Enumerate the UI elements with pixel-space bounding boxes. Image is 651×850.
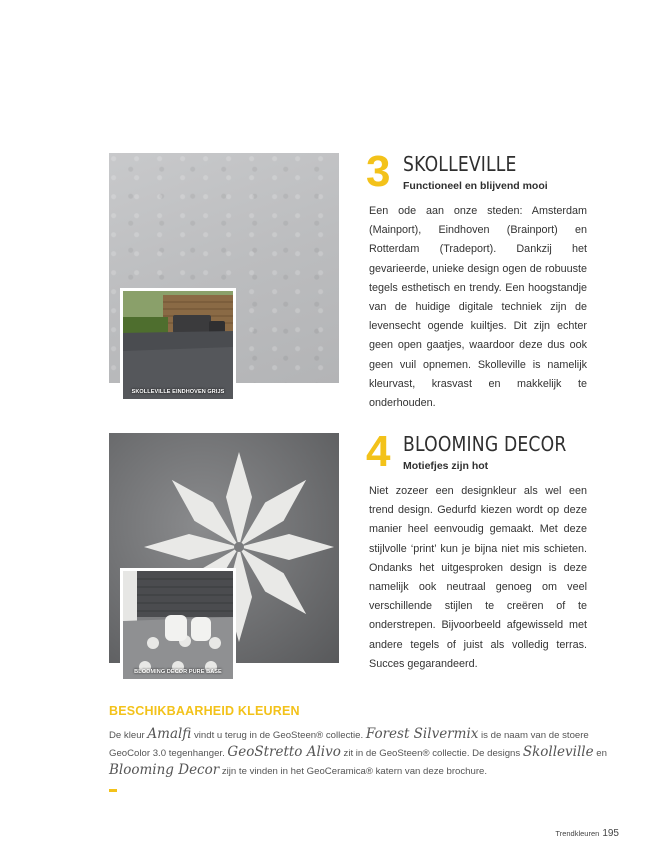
- skolleville-garden-photo: [120, 288, 236, 402]
- availability-text: [109, 726, 609, 780]
- availability-text-part: en: [593, 748, 607, 759]
- availability-text-part: zit in de GeoSteen® collectie. De designs: [340, 748, 523, 759]
- section-body-skolleville: Een ode aan onze steden: Amsterdam (Mainport), Eindhoven (Brainport) en Rotterdam (Tradeport). Dankzij het gevarieerde, unieke design ogen de robuuste tegels esthetisch en trendy. Een hoogstandje van de huidige digitale techniek zijn de levensecht ogende kuiltjes. Dit zijn echter geen open gaatjes, waardoor deze dus ook geen vuil opnemen. Skolleville is namelijk kleurvast, krasvast en makkelijk te onderhouden.: [369, 205, 587, 410]
- section-title-skolleville: SKOLLEVILLE: [403, 152, 517, 176]
- section-subtitle-skolleville: Functioneel en blijvend mooi: [403, 180, 548, 192]
- design-name-blooming-decor: Blooming Decor: [109, 762, 220, 778]
- footer-section-name: Trendkleuren: [555, 829, 600, 838]
- availability-text-part: zijn te vinden in het GeoCeramica® katern van deze brochure.: [219, 766, 488, 777]
- blooming-decor-terrace-photo: [120, 568, 236, 682]
- page-footer: [555, 823, 619, 841]
- availability-text-part: De kleur: [109, 730, 148, 741]
- color-name-forest-silvermix: Forest Silvermix: [365, 726, 479, 742]
- design-name-skolleville: Skolleville: [522, 744, 594, 760]
- section-subtitle-blooming-decor: Motiefjes zijn hot: [403, 460, 489, 472]
- section-body-blooming-decor: Niet zozeer een designkleur als wel een trend design. Gedurfd kiezen wordt op deze manier heel eenvoudig gemaakt. Met deze stijlvolle ‘print’ kun je bijna niet mis schieten. Ondanks het uitgesproken design is deze namelijk ook neutraal genoeg om veel verschillende stijlen te creëren of te onderstrepen. Bijvoorbeeld afgewisseld met andere tegels of juist als volledig terras. Succes gegarandeerd.: [369, 485, 587, 670]
- accent-divider: [109, 789, 117, 792]
- blooming-decor-inset-caption: BLOOMING DECOR PURE BASE: [134, 669, 222, 675]
- availability-text-part: is de naam van de stoere GeoColor 3.0 tegenhanger.: [109, 730, 589, 759]
- section-number-4: 4: [366, 427, 391, 476]
- availability-heading: BESCHIKBAARHEID KLEUREN: [109, 704, 300, 718]
- section-title-blooming-decor: BLOOMING DECOR: [403, 432, 567, 456]
- section-number-3: 3: [366, 147, 391, 196]
- skolleville-inset-caption: SKOLLEVILLE EINDHOVEN GRIJS: [131, 389, 225, 395]
- page-number: 195: [602, 828, 619, 839]
- color-name-amalfi: Amalfi: [147, 726, 192, 742]
- availability-text-part: vindt u terug in de GeoSteen® collectie.: [191, 730, 366, 741]
- color-name-geostretto-alivo: GeoStretto Alivo: [227, 744, 341, 760]
